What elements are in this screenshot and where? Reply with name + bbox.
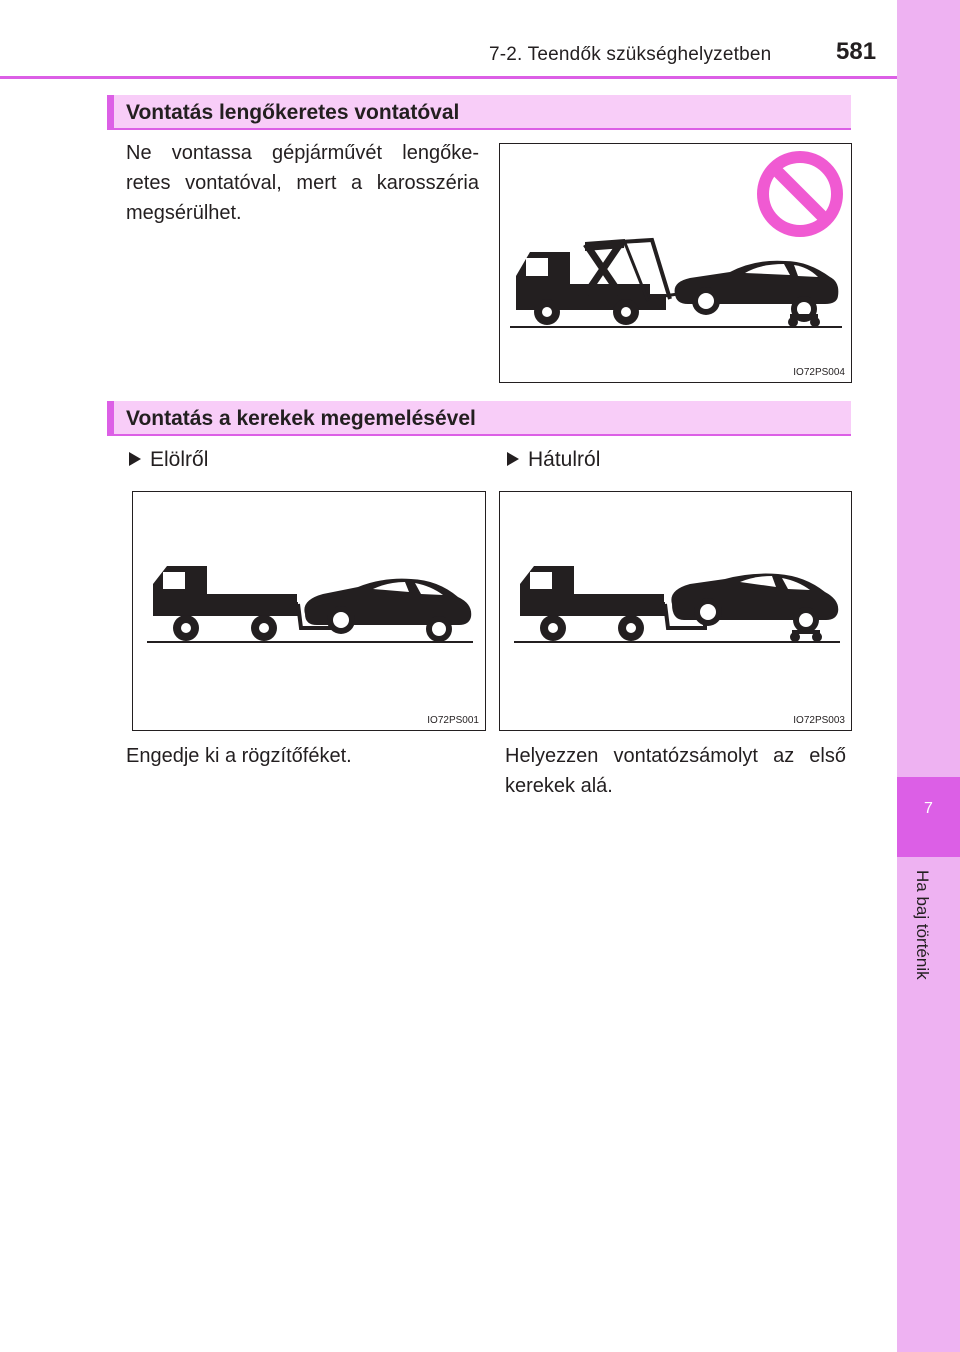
front-caption: Engedje ki a rögzítőféket. <box>126 745 352 767</box>
section1-body: Ne vontassa gépjárművét lengőke-retes vontatóval, mert a karosszéria megsérülhet. <box>126 142 479 224</box>
chapter-number-badge: 7 <box>897 777 960 857</box>
rear-tow-illustration <box>500 492 853 732</box>
subhead-front <box>129 448 208 472</box>
subhead-rear-label: Hátulról <box>528 448 601 471</box>
rear-caption: Helyezzen vontatózsámolyt az első kerekek alá. <box>505 745 846 797</box>
header-rule <box>0 76 897 79</box>
subhead-rear <box>507 448 600 472</box>
figure-tow-rear <box>499 491 852 731</box>
sling-tow-illustration <box>500 144 853 384</box>
chapter-title: Ha baj történik <box>913 870 932 980</box>
prohibition-icon <box>763 157 837 231</box>
subhead-front-label: Elölről <box>150 448 209 471</box>
triangle-bullet-icon <box>129 452 141 466</box>
front-tow-illustration <box>133 492 487 732</box>
chapter-side-tab <box>897 0 960 1352</box>
section-heading-wheel-lift: Vontatás a kerekek megemelésével <box>107 401 851 436</box>
running-header: 7-2. Teendők szükséghelyzetben <box>489 44 772 65</box>
page-number: 581 <box>836 38 877 65</box>
triangle-bullet-icon <box>507 452 519 466</box>
section-heading-wheel-lift-tow: Vontatás lengőkeretes vontatóval <box>107 95 851 130</box>
figure-sling-tow-prohibited <box>499 143 852 383</box>
figure-tow-front <box>132 491 486 731</box>
figure-code: IO72PS004 <box>793 367 845 378</box>
figure-code: IO72PS001 <box>427 715 479 726</box>
figure-code: IO72PS003 <box>793 715 845 726</box>
